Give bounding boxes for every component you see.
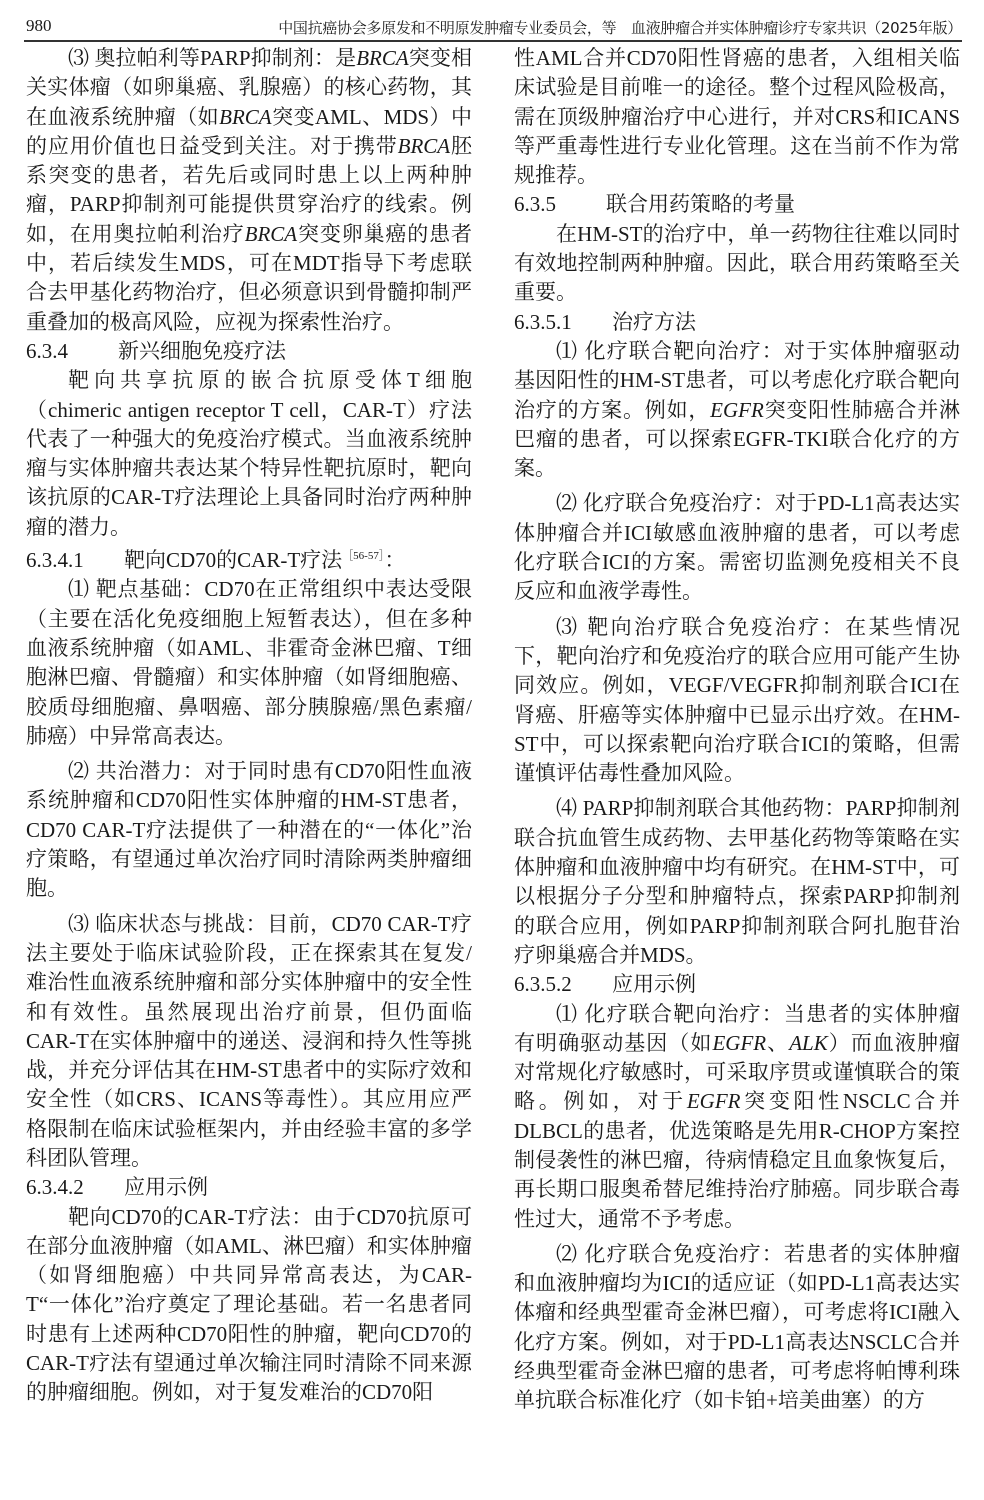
section-heading-6-3-4-1 bbox=[26, 542, 472, 575]
italic-gene-name: BRCA bbox=[244, 221, 298, 246]
italic-gene-name: BRCA bbox=[356, 46, 409, 70]
running-header bbox=[24, 8, 962, 42]
section-title: 靶向CD70的CAR-T疗法 bbox=[124, 548, 343, 573]
italic-gene-name: ALK bbox=[789, 1030, 828, 1055]
section-number: 6.3.4.1 bbox=[26, 548, 84, 573]
italic-gene-name: EGFR bbox=[686, 1089, 741, 1114]
paragraph-parp-combination: ⑷ PARP抑制剂联合其他药物：PARP抑制剂联合抗血管生成药物、去甲基化药物等策略在实体肿瘤和血液肿瘤中均有研究。在HM-ST中，可以根据分子分型和肿瘤特点，探索PARP抑制剂的联合应用，例如PARP抑制剂联合阿扎胞苷治疗卵巢癌合并MDS。 bbox=[514, 796, 960, 967]
paragraph-example-chemo-targeted: ⑴ 化疗联合靶向治疗：当患者的实体肿瘤有明确驱动基因（如EGFR、ALK）而血液肿瘤对常规化疗敏感时，可采取序贯或谨慎联合的策略。例如，对于EGFR突变阳性NSCLC合并DLBCL的患者，优选策略是先用R-CHOP方案控制侵袭性的淋巴瘤，待病情稳定且血象恢复后，再长期口服奥希替尼维持治疗肺癌。同步联合毒性过大，通常不予考虑。 bbox=[514, 1001, 961, 1231]
colon: ： bbox=[384, 548, 406, 573]
paragraph-clinical-status: ⑶ 临床状态与挑战：目前，CD70 CAR-T疗法主要处于临床试验阶段，正在探索其在复发/难治性血液系统肿瘤和部分实体肿瘤中的安全性和有效性。虽然展现出治疗前景，但仍面临CAR-T在实体肿瘤中的递送、浸润和持久性等挑战，并充分评估其在HM-ST患者中的实际疗效和安全性（如CRS、ICANS等毒性）。其应用应严格限制在临床试验框架内，并由经验丰富的多学科团队管理。 bbox=[26, 911, 472, 1170]
section-heading-6-3-4-2 bbox=[26, 1173, 472, 1202]
section-number: 6.3.5 bbox=[514, 192, 556, 217]
section-heading-6-3-5 bbox=[514, 190, 960, 219]
paragraph-parp-inhibitors: ⑶ 奥拉帕利等PARP抑制剂：是BRCA突变相关实体瘤（如卵巢癌、乳腺癌）的核心药物，其在血液系统肿瘤（如BRCA突变AML、MDS）中的应用价值也日益受到关注。对于携带BRCA胚系突变的患者，若先后或同时患上以上两种肿瘤，PARP抑制剂可能提供贯穿治疗的线索。例如，在用奥拉帕利治疗BRCA突变卵巢癌的患者中，若后续发生MDS，可在MDT指导下考虑联合去甲基化药物治疗，但必须意识到骨髓抑制严重叠加的极高风险，应视为探索性治疗。 bbox=[26, 46, 473, 334]
italic-gene-name: EGFR bbox=[710, 397, 764, 422]
section-number: 6.3.5.2 bbox=[514, 972, 572, 997]
italic-gene-name: BRCA bbox=[397, 133, 451, 158]
paragraph-chemo-targeted: ⑴ 化疗联合靶向治疗：对于实体肿瘤驱动基因阳性的HM-ST患者，可以考虑化疗联合靶向治疗的方案。例如，EGFR突变阳性肺癌合并淋巴瘤的患者，可以探索EGFR-TKI联合化疗的方案。 bbox=[514, 338, 960, 481]
paragraph-cd70-example: 靶向CD70的CAR-T疗法：由于CD70抗原可在部分血液肿瘤（如AML、淋巴瘤）和实体肿瘤（如肾细胞癌）中共同异常高表达，为CAR-T“一体化”治疗奠定了理论基础。若一名患者同时患有上述两种CD70阳性的肿瘤，靶向CD70的CAR-T疗法有望通过单次输注同时清除不同来源的肿瘤细胞。例如，对于复发难治的CD70阳 bbox=[26, 1204, 472, 1405]
paragraph-example-chemo-immuno: ⑵ 化疗联合免疫治疗：若患者的实体肿瘤和血液肿瘤均为ICI的适应证（如PD-L1高表达实体瘤和经典型霍奇金淋巴瘤），可考虑将ICI融入化疗方案。例如，对于PD-L1高表达NSCLC合并经典型霍奇金淋巴瘤的患者，可考虑将帕博利珠单抗联合标准化疗（如卡铂+培美曲塞）的方 bbox=[514, 1241, 960, 1413]
section-title: 新兴细胞免疫疗法 bbox=[118, 338, 286, 363]
section-title: 应用示例 bbox=[124, 1175, 208, 1200]
italic-gene-name: EGFR bbox=[712, 1030, 767, 1055]
section-heading-6-3-5-1 bbox=[514, 308, 960, 337]
italic-gene-name: BRCA bbox=[219, 104, 272, 129]
section-title: 应用示例 bbox=[612, 972, 696, 997]
paragraph-car-t-intro: 靶向共享抗原的嵌合抗原受体T细胞（chimeric antigen receptor T cell，CAR-T）疗法代表了一种强大的免疫治疗模式。当血液系统肿瘤与实体肿瘤共表达某个特异性靶抗原时，靶向该抗原的CAR-T疗法理论上具备同时治疗两种肿瘤的潜力。 bbox=[26, 368, 472, 539]
paragraph-chemo-immuno: ⑵ 化疗联合免疫治疗：对于PD-L1高表达实体肿瘤合并ICI敏感血液肿瘤的患者，可以考虑化疗联合ICI的方案。需密切监测免疫相关不良反应和血液学毒性。 bbox=[514, 491, 960, 604]
running-title: 中国抗癌协会多原发和不明原发肿瘤专业委员会，等 血液肿瘤合并实体肿瘤诊疗专家共识（2025年版） bbox=[278, 19, 962, 37]
section-title: 联合用药策略的考量 bbox=[606, 192, 795, 217]
section-title: 治疗方法 bbox=[612, 309, 696, 334]
paragraph-co-treatment-potential: ⑵ 共治潜力：对于同时患有CD70阳性血液系统肿瘤和CD70阳性实体肿瘤的HM-ST患者，CD70 CAR-T疗法提供了一种潜在的“一体化”治疗策略，有望通过单次治疗同时清除两类肿瘤细胞。 bbox=[26, 759, 472, 901]
paragraph-target-basis: ⑴ 靶点基础：CD70在正常组织中表达受限（主要在活化免疫细胞上短暂表达），但在多种血液系统肿瘤（如AML、非霍奇金淋巴瘤、T细胞淋巴瘤、骨髓瘤）和实体肿瘤（如肾细胞癌、胶质母细胞瘤、鼻咽癌、部分胰腺癌/黑色素瘤/肺癌）中异常高表达。 bbox=[26, 577, 472, 748]
section-number: 6.3.4 bbox=[26, 338, 68, 363]
section-heading-6-3-4 bbox=[26, 337, 472, 366]
page-number: 980 bbox=[26, 16, 52, 35]
paragraph-combination-intro: 在HM-ST的治疗中，单一药物往往难以同时有效地控制两种肿瘤。因此，联合用药策略至关重要。 bbox=[514, 221, 960, 305]
left-column bbox=[26, 44, 472, 1408]
citation-reference[interactable]: ［56-57］ bbox=[342, 550, 385, 563]
paragraph-targeted-immuno: ⑶ 靶向治疗联合免疫治疗：在某些情况下，靶向治疗和免疫治疗的联合应用可能产生协同效应。例如，VEGF/VEGFR抑制剂联合ICI在肾癌、肝癌等实体肿瘤中已显示出疗效。在HM-ST中，可以探索靶向治疗联合ICI的策略，但需谨慎评估毒性叠加风险。 bbox=[514, 614, 960, 786]
section-number: 6.3.4.2 bbox=[26, 1175, 84, 1200]
section-heading-6-3-5-2 bbox=[514, 970, 960, 999]
section-number: 6.3.5.1 bbox=[514, 309, 572, 334]
paragraph-cd70-example-continued: 性AML合并CD70阳性肾癌的患者，入组相关临床试验是目前唯一的途径。整个过程风险极高，需在顶级肿瘤治疗中心进行，并对CRS和ICANS等严重毒性进行专业化管理。这在当前不作为常规推荐。 bbox=[514, 46, 960, 188]
right-column bbox=[514, 44, 960, 1416]
